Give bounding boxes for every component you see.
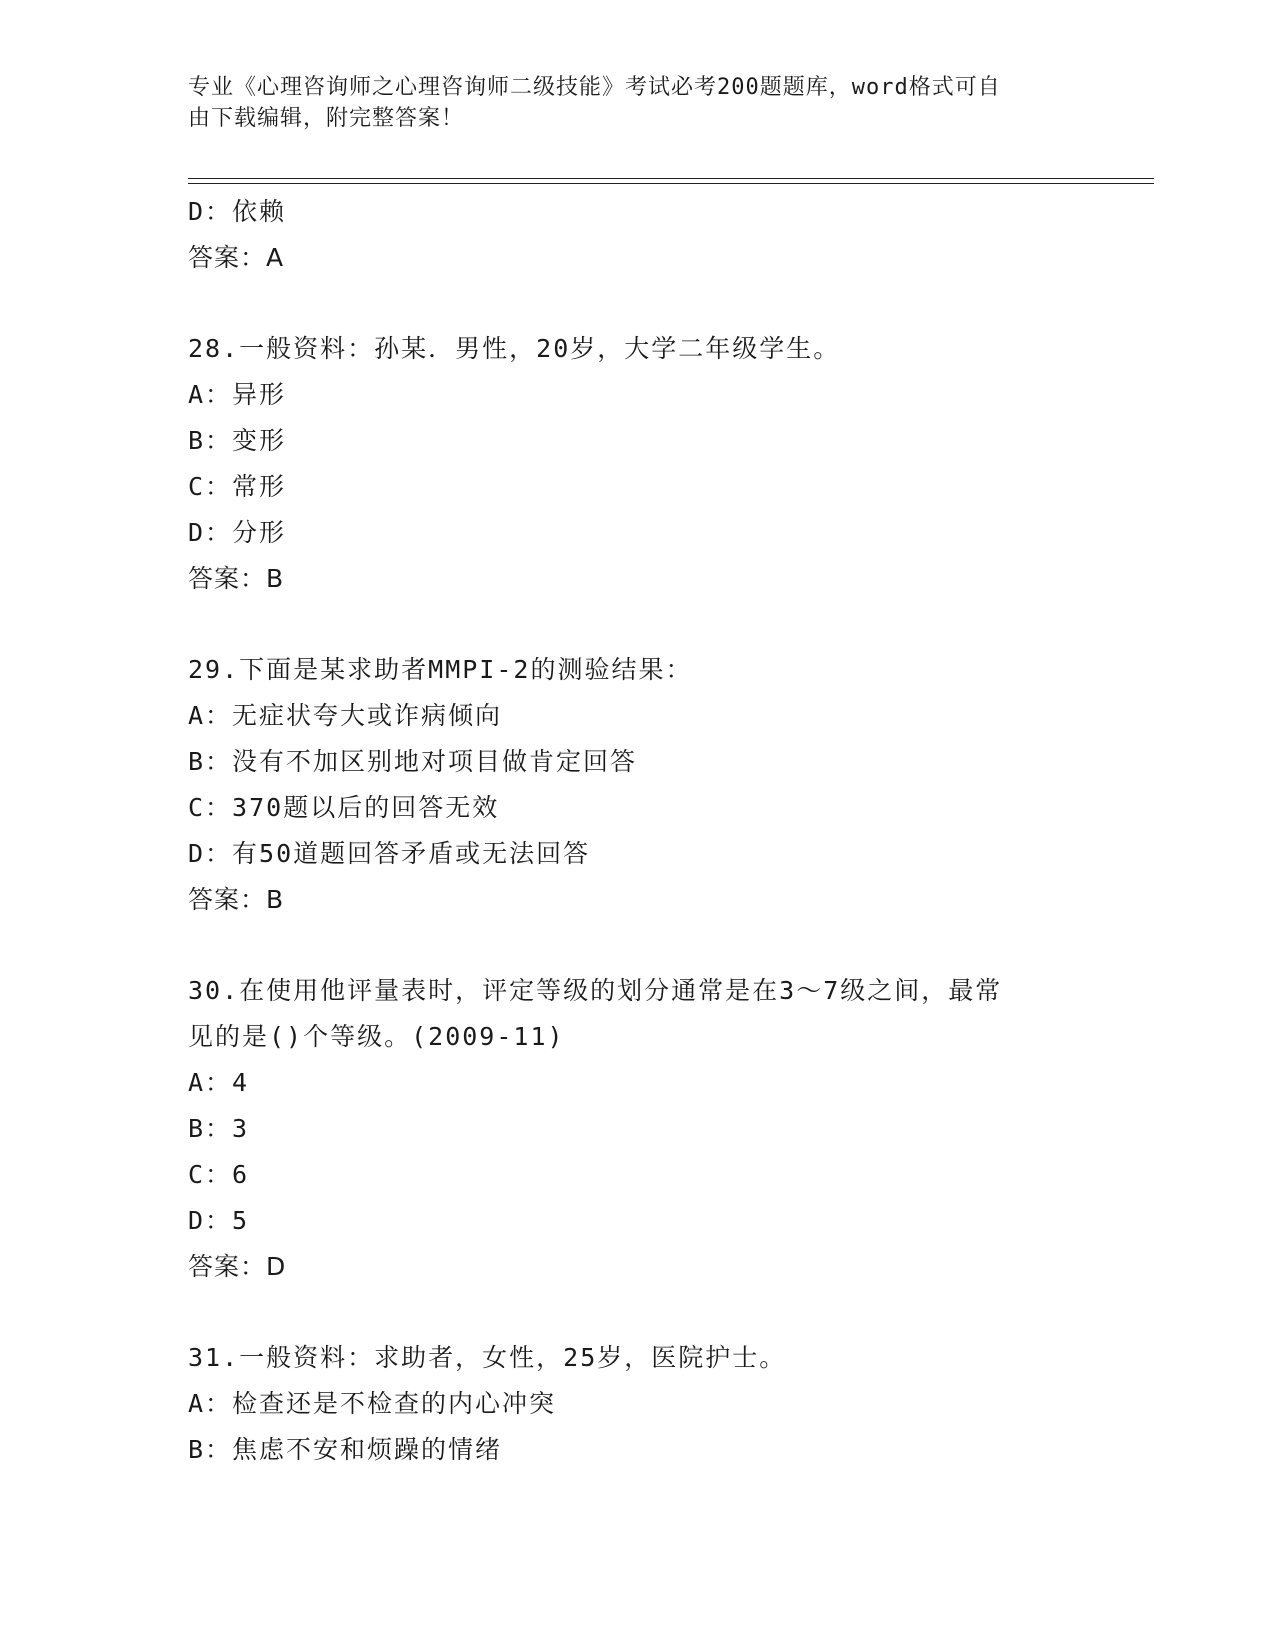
option-a: A：4: [188, 1068, 250, 1097]
question-28: [188, 326, 1068, 602]
option-b: B：没有不加区别地对项目做肯定回答: [188, 747, 638, 776]
answer: 答案：B: [188, 564, 285, 593]
option-b: B：焦虑不安和烦躁的情绪: [188, 1435, 503, 1464]
spacer: [188, 923, 1068, 968]
question-text-line-2: 见的是()个等级。(2009-11): [188, 1022, 565, 1051]
option-c: C：6: [188, 1160, 250, 1189]
document-header: [188, 72, 1068, 134]
option-a: A：异形: [188, 380, 287, 409]
question-31: [188, 1335, 1068, 1473]
header-divider-bottom: [188, 183, 1154, 184]
answer: 答案：D: [188, 1252, 287, 1281]
question-30: [188, 968, 1068, 1290]
option-a: A：检查还是不检查的内心冲突: [188, 1389, 557, 1418]
question-text-line-1: 30.在使用他评量表时，评定等级的划分通常是在3～7级之间，最常: [188, 976, 1003, 1005]
option-c: C：370题以后的回答无效: [188, 793, 500, 822]
option-d: D：有50道题回答矛盾或无法回答: [188, 839, 591, 868]
option-d: D：分形: [188, 518, 287, 547]
spacer: [188, 602, 1068, 647]
option-b: B：变形: [188, 426, 287, 455]
question-list: [188, 189, 1068, 1473]
option-a: A：无症状夸大或诈病倾向: [188, 701, 503, 730]
option-d: D：5: [188, 1206, 250, 1235]
spacer: [188, 1290, 1068, 1335]
option-b: B：3: [188, 1114, 250, 1143]
prev-answer: 答案：A: [188, 243, 285, 272]
question-text: 31.一般资料：求助者，女性，25岁，医院护士。: [188, 1343, 787, 1372]
answer: 答案：B: [188, 885, 285, 914]
header-divider-top: [188, 178, 1154, 179]
header-line-2: 由下载编辑，附完整答案！: [188, 106, 465, 131]
option-c: C：常形: [188, 472, 287, 501]
spacer: [188, 281, 1068, 326]
header-line-1: 专业《心理咨询师之心理咨询师二级技能》考试必考200题题库，word格式可自: [188, 75, 1001, 100]
prev-option-d: D：依赖: [188, 197, 287, 226]
question-text: 28.一般资料：孙某．男性，20岁，大学二年级学生。: [188, 334, 841, 363]
question-text: 29.下面是某求助者MMPI-2的测验结果：: [188, 655, 693, 684]
question-29: [188, 647, 1068, 923]
